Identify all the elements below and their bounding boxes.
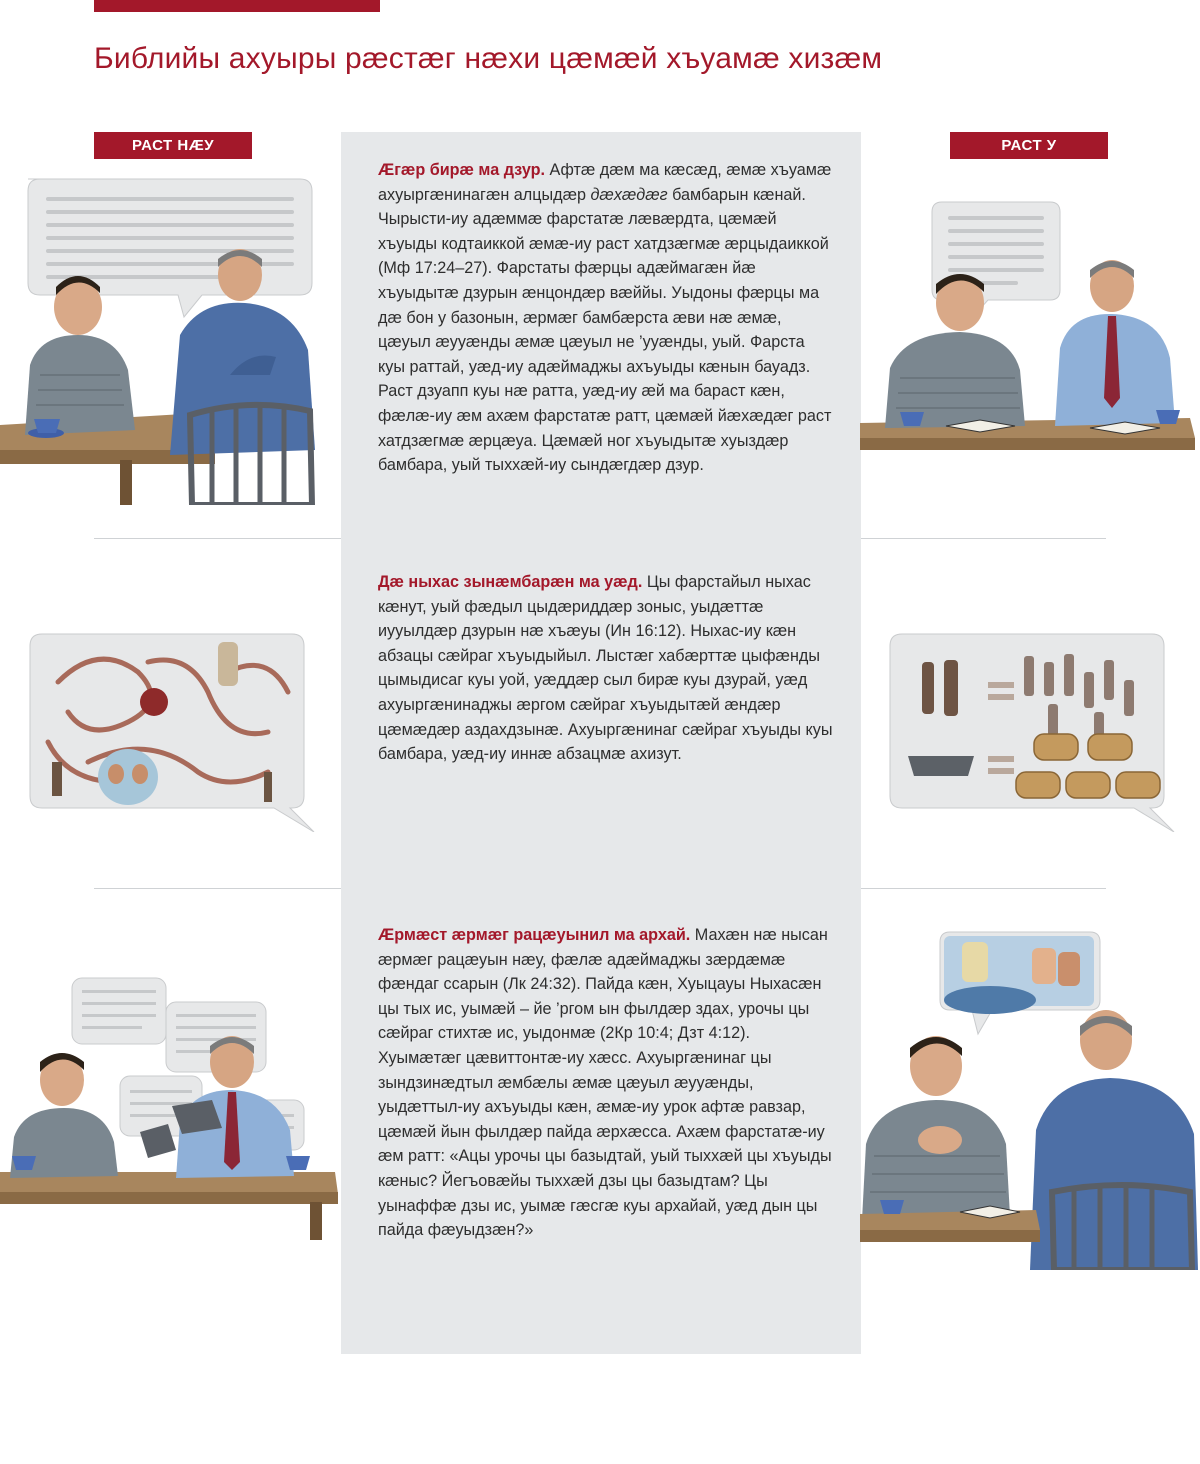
section-2-paragraph [378,570,833,767]
section-1-lead: Æгæр бирæ ма дзур. [378,161,545,179]
simple-comparison-bubble [888,632,1178,832]
illustration-reaching-heart [860,930,1200,1270]
divider-1-left [94,538,341,539]
rushing-material-scene [0,972,340,1240]
divider-1-right [861,538,1106,539]
illustration-too-many-details [28,632,318,832]
label-wrong: РАСТ НÆУ [94,132,252,159]
section-1-text-a: Афтæ дæм ма кæсæд, æмæ хъуамæ ахуыргæнинагæн алцыдæр [378,161,832,204]
section-2-text: Цы фарстайыл ныхас кæнут, уый фæдыл цыдæриддæр зоныс, уыдæттæ иууылдæр дзурын нæ хъæуы (Ин 16:12). Ныхас-иу кæн абзацы сæйраг хъуыдыйыл. Лыстæг хабæрттæ цыфæнды цымыдисаг куы уой, уæддæр сыл бирæ куы дзурай, уæд ахуыргæнинаджы æргом сæйраг хъуыдытæй æндæр цæмæдæр аздахдзынæ. Ахуыргæнинаг сæйраг хъуыды куы бамбара, уæд-иу иннæ абзацмæ ахизут. [378,573,833,764]
page-title: Библийы ахуыры рæстæг нæхи цæмæй хъуамæ хизæм [94,42,883,75]
talking-too-much-scene [0,175,340,505]
illustration-rushing-material [0,972,340,1240]
section-3-paragraph [378,923,833,1243]
divider-2-right [861,888,1106,889]
top-accent-bar [94,0,380,12]
too-many-details-bubble [28,632,318,832]
asking-questions-scene [860,198,1200,498]
section-3-text: Махæн нæ нысан æрмæг рацæуын нæу, фæлæ адæймаджы зæрдæмæ фæндаг ссарын (Лк 24:32). Пайда кæн, Хуыцауы Ныхасæн цы тых ис, уымæй – йе ’ргом ын фылдæр здах, урочы цы сæйраг стихтæ ис, уыдонмæ (2Кр 10:4; Дзт 4:12). Хуымæтæг цæвиттонтæ-иу хæсс. Ахуыргæнинаг цы зындзинæдтыл æмбæлы æмæ цæуыл æууæнды, уыдæттыл-иу ахъуыды кæн, æмæ-иу урок афтæ равзар, цæмæй йын фылдæр пайда æрхæсса. Ахæм фарстатæ-иу æм ратт: «Ацы урочы цы базыдтай, уый тыххæй цы хъуыды кæныс? Йегъовæйы тыххæй дзы цы базыдтам? Цы уынаффæ дзы ис, уымæ гæсгæ куы архайай, уæд дын цы пайда фæуыдзæн?» [378,926,832,1240]
section-2-lead: Дæ ныхас зынæмбарæн ма уæд. [378,573,643,591]
section-3-lead: Æрмæст æрмæг рацæуынил ма архай. [378,926,691,944]
illustration-asking-questions [860,198,1200,498]
label-right: РАСТ У [950,132,1108,159]
section-1-text-em: дæхæдæг [590,185,668,204]
divider-2-left [94,888,341,889]
section-1-text-b: бамбарын кæнай. Чырысти-иу адæммæ фарстатæ лæвæрдта, цæмæй хъуыды кодтаиккой æмæ-иу раст хатдзæгмæ æрцыдаиккой (Мф 17:24–27). Фарстаты фæрцы адæймагæн йæ хъуыдытæ дзурын æнцондæр вæййы. Уыдоны фæрцы ма дæ бон у базонын, æрмæг бамбæрста æви нæ æмæ, цæуыл æууæнды æмæ цæуыл не ’ууæнды, уый. Фарста куы раттай, уæд-иу адæймаджы ахъуыды кæнын бауадз. Раст дзуапп куы нæ ратта, уæд-иу æй ма бараст кæн, фæлæ-иу æм ахæм фарстатæ ратт, цæмæй йæхæдæг раст хатдзæгмæ æрцæуа. Цæмæй ног хъуыдытæ хуыздæр бамбара, уый тыххæй-иу сындæгдæр дзур. [378,185,832,475]
reaching-heart-scene [860,930,1200,1270]
illustration-talking-too-much [0,175,340,505]
section-1-paragraph [378,158,833,478]
illustration-simple-comparison [888,632,1178,832]
